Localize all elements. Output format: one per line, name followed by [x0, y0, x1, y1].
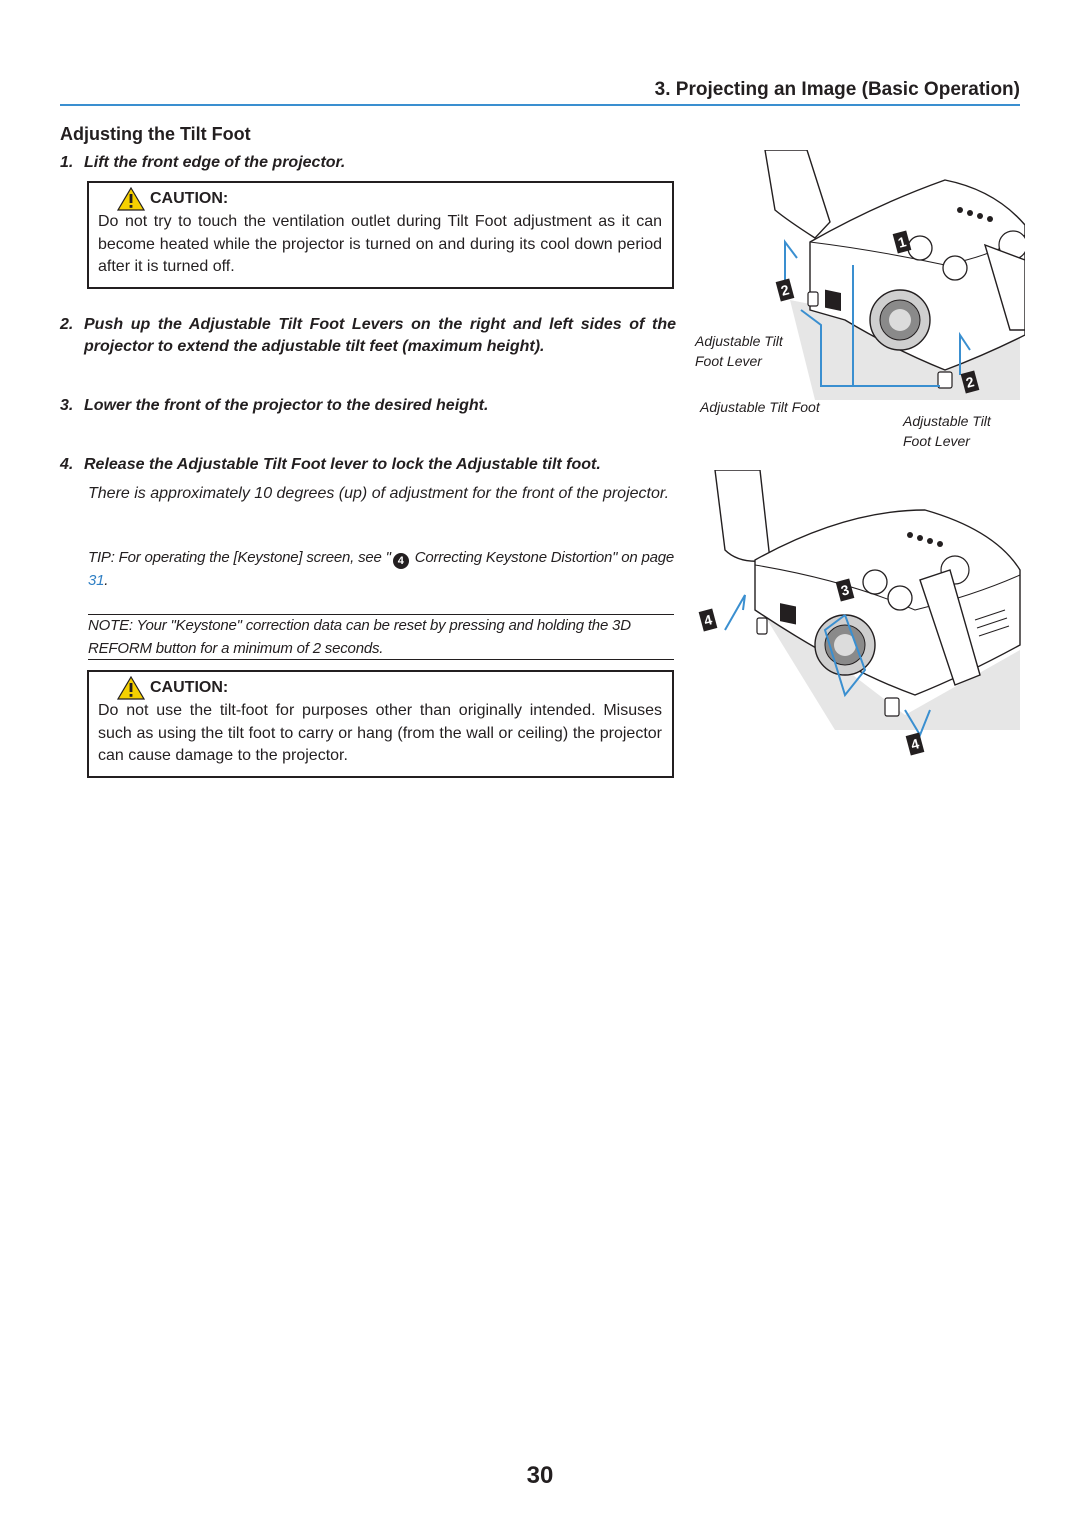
chapter-title: 3. Projecting an Image (Basic Operation) [654, 79, 1020, 100]
step-number: 4. [60, 456, 74, 473]
figure-badge-3: 3 [839, 581, 851, 599]
step-text: Lower the front of the projector to the desired height. [84, 397, 489, 414]
step-text: Lift the front edge of the projector. [84, 154, 346, 171]
caution-box-ventilation [87, 181, 674, 289]
circled-number-icon: 4 [393, 553, 409, 569]
step-3 [60, 395, 676, 417]
step-text: Release the Adjustable Tilt Foot lever to lock the Adjustable tilt foot. [84, 456, 601, 473]
tip-text-after: Correcting Keystone Distortion" on page [410, 549, 675, 566]
figure-badge-4a: 4 [702, 611, 714, 629]
figure-badge-2b: 2 [964, 373, 976, 391]
step-number: 3. [60, 397, 74, 414]
step-number: 2. [60, 316, 74, 333]
note-paragraph: NOTE: Your "Keystone" correction data can be reset by pressing and holding the 3D REFORM button for a minimum of 2 seconds. [88, 617, 631, 657]
label-lever-right: Adjustable Tilt Foot Lever [903, 413, 991, 449]
caution-header [117, 187, 662, 211]
caution-label: CAUTION: [150, 679, 229, 696]
section-title: Adjusting the Tilt Foot [60, 124, 251, 144]
step-2 [60, 314, 676, 358]
tip-prefix: TIP: [88, 549, 115, 566]
note-bottom-rule [88, 659, 674, 660]
tip-end: . [104, 572, 109, 589]
caution-text: Do not use the tilt-foot for purposes other than originally intended. Misuses such as using the tilt foot to carry or hang (from the wall or ceiling) the projector can cause damage to the projector. [98, 702, 662, 764]
page-link[interactable]: 31 [88, 572, 105, 589]
warning-triangle-icon [117, 676, 145, 700]
figure-badge-1: 1 [896, 233, 908, 251]
tip-text-before: For operating the [Keystone] screen, see " [118, 549, 391, 566]
header-rule [60, 104, 1020, 106]
caution-label: CAUTION: [150, 190, 229, 207]
warning-triangle-icon [117, 187, 145, 211]
step-4 [60, 454, 676, 476]
step-4-note: There is approximately 10 degrees (up) of adjustment for the front of the projector. [88, 485, 670, 502]
figure-badge-2a: 2 [779, 281, 791, 299]
label-lever-left: Adjustable Tilt Foot Lever [695, 333, 783, 369]
step-number: 1. [60, 154, 74, 171]
tilt-foot-lower-illustration [695, 470, 1025, 770]
caution-box-misuse [87, 670, 674, 778]
label-tilt-foot: Adjustable Tilt Foot [700, 399, 820, 415]
step-1 [60, 152, 676, 174]
page-number: 30 [526, 1462, 554, 1489]
caution-header [117, 676, 662, 700]
figure-badge-4b: 4 [909, 735, 921, 753]
tip-paragraph [88, 546, 676, 592]
step-text: Push up the Adjustable Tilt Foot Levers on the right and left sides of the projector to extend the adjustable tilt feet (maximum height). [84, 316, 676, 355]
caution-text: Do not try to touch the ventilation outlet during Tilt Foot adjustment as it can become heated while the projector is turned on and during its cool down period after it is turned off. [98, 213, 662, 275]
